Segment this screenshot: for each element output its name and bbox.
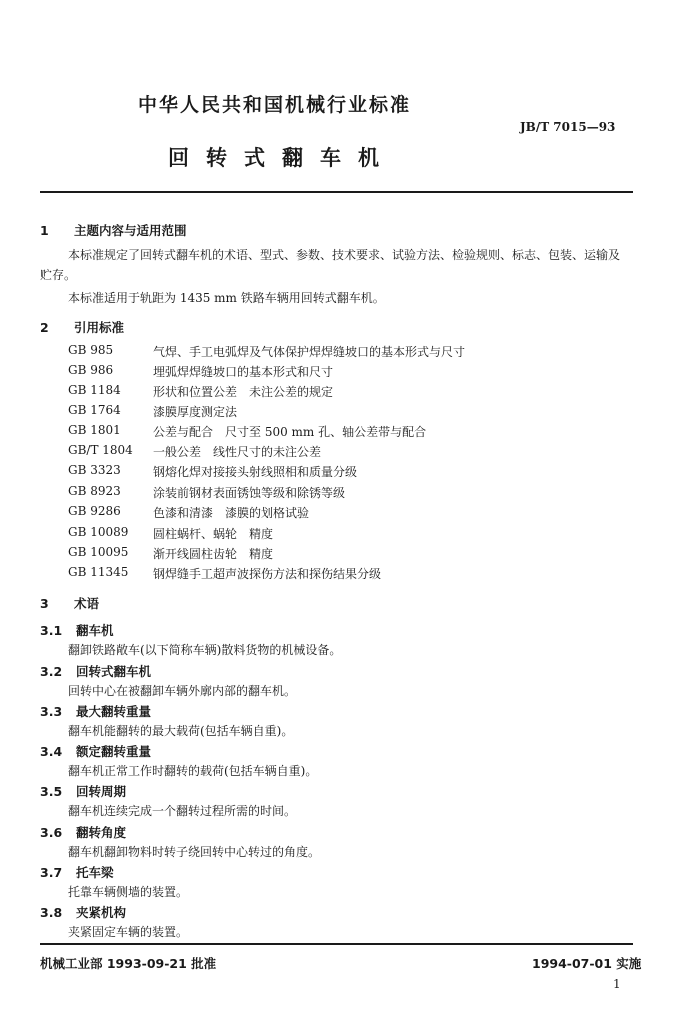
ref-title: 公差与配合 尺寸至 500 mm 孔、轴公差带与配合 [153,425,427,439]
ref-title: 钢熔化焊对接接头射线照相和质量分级 [153,465,358,479]
header-rule [40,191,633,193]
term-name: 翻车机 [76,623,114,638]
ref-code: GB 986 [68,363,114,377]
section-title: 主题内容与适用范围 [74,223,187,238]
term-heading [40,782,126,800]
term-definition: 托靠车辆侧墙的装置。 [68,885,189,899]
section-number: 1 [40,223,49,238]
term-number: 3.6 [40,825,63,840]
ref-title: 圆柱蜗杆、蜗轮 精度 [153,527,274,541]
ref-code: GB 1801 [68,423,121,437]
ref-title: 钢焊缝手工超声波探伤方法和探伤结果分级 [153,567,382,581]
term-name: 托车梁 [76,865,114,880]
ref-code: GB 3323 [68,463,121,477]
ref-title: 埋弧焊焊缝坡口的基本形式和尺寸 [153,365,334,379]
footer-rule [40,943,633,945]
term-definition: 翻车机连续完成一个翻转过程所需的时间。 [68,804,297,818]
term-definition: 翻车机正常工作时翻转的载荷(包括车辆自重)。 [68,764,318,778]
ref-code: GB 9286 [68,504,121,518]
term-heading [40,702,151,720]
section-3-heading [40,594,99,612]
term-number: 3.1 [40,623,63,638]
term-heading [40,662,151,680]
effective-date: 1994-07-01 实施 [532,956,642,971]
term-heading [40,823,126,841]
term-name: 回转式翻车机 [76,664,152,679]
term-definition: 翻车机能翻转的最大载荷(包括车辆自重)。 [68,724,294,738]
term-heading [40,742,151,760]
standard-code: JB/T 7015—93 [520,120,616,134]
ref-code: GB 985 [68,343,114,357]
ref-title: 气焊、手工电弧焊及气体保护焊焊缝坡口的基本形式与尺寸 [153,345,466,359]
section-number: 2 [40,320,49,335]
ref-title: 涂装前钢材表面锈蚀等级和除锈等级 [153,486,346,500]
term-number: 3.5 [40,784,63,799]
section-number: 3 [40,596,49,611]
section-1-para-1a: 本标准规定了回转式翻车机的术语、型式、参数、技术要求、试验方法、检验规则、标志、包装、运输及 [68,248,621,262]
term-definition: 翻车机翻卸物料时转子绕回转中心转过的角度。 [68,845,321,859]
term-definition: 翻卸铁路敞车(以下简称车辆)散料货物的机械设备。 [68,643,342,657]
term-definition: 夹紧固定车辆的装置。 [68,925,189,939]
term-name: 最大翻转重量 [76,704,152,719]
section-1-para-2: 本标准适用于轨距为 1435 mm 铁路车辆用回转式翻车机。 [68,291,385,305]
ref-title: 色漆和清漆 漆膜的划格试验 [153,506,310,520]
term-number: 3.4 [40,744,63,759]
term-name: 额定翻转重量 [76,744,152,759]
term-name: 夹紧机构 [76,905,127,920]
section-title: 引用标准 [74,320,125,335]
approval-date: 机械工业部 1993-09-21 批准 [40,956,217,971]
ref-code: GB 10089 [68,525,129,539]
ref-code: GB 8923 [68,484,121,498]
ref-code: GB 1764 [68,403,121,417]
document-title: 回转式翻车机 [168,146,396,170]
term-heading [40,903,126,921]
ref-title: 渐开线圆柱齿轮 精度 [153,547,274,561]
page-number: 1 [613,977,621,991]
ref-code: GB/T 1804 [68,443,133,457]
section-1-para-1b: 贮存。 [40,268,77,282]
ref-title: 形状和位置公差 未注公差的规定 [153,385,334,399]
term-number: 3.2 [40,664,63,679]
ref-code: GB 10095 [68,545,129,559]
section-1-heading [40,221,187,239]
term-number: 3.8 [40,905,63,920]
ref-code: GB 11345 [68,565,129,579]
ref-title: 漆膜厚度测定法 [153,405,238,419]
section-2-heading [40,318,124,336]
section-title: 术语 [74,596,100,611]
term-name: 回转周期 [76,784,127,799]
standard-title: 中华人民共和国机械行业标准 [138,94,412,116]
term-definition: 回转中心在被翻卸车辆外廓内部的翻车机。 [68,684,297,698]
term-name: 翻转角度 [76,825,127,840]
term-heading [40,863,114,881]
term-heading [40,621,114,639]
ref-code: GB 1184 [68,383,121,397]
term-number: 3.7 [40,865,63,880]
term-number: 3.3 [40,704,63,719]
ref-title: 一般公差 线性尺寸的未注公差 [153,445,322,459]
